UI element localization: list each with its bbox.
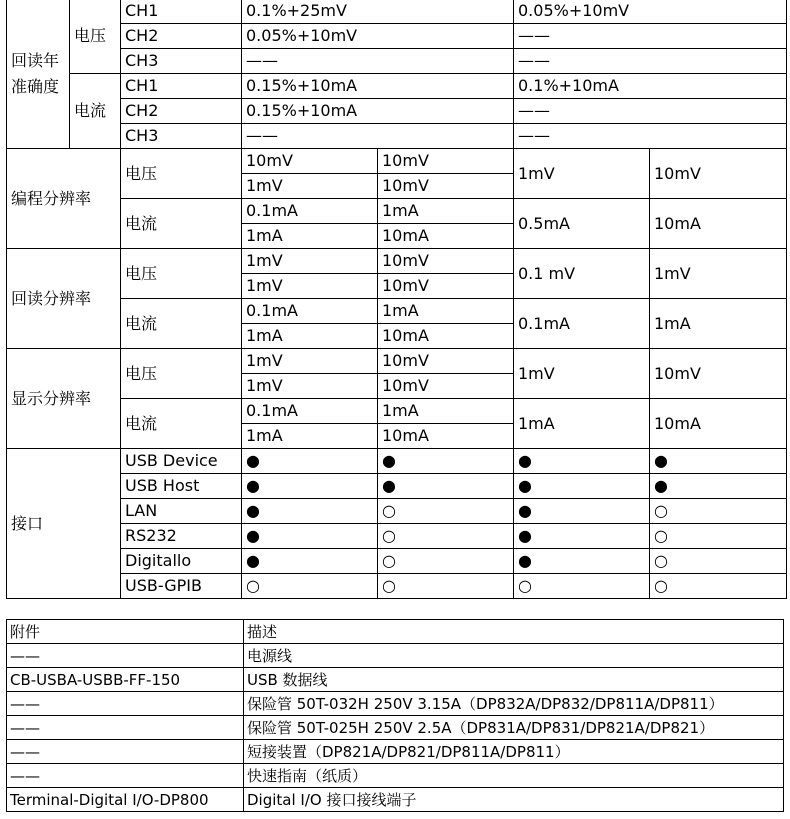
accessory-desc: USB 数据线 (244, 668, 784, 692)
support-mark: ○ (378, 524, 514, 549)
accessory-part: —— (7, 740, 244, 764)
channel-label: CH1 (121, 0, 242, 24)
spec-table (6, 0, 787, 599)
spec-value: 10mA (378, 424, 514, 449)
spec-value: 1mV (242, 349, 378, 374)
support-mark: ● (514, 449, 650, 474)
spec-value: 0.15%+10mA (242, 74, 514, 99)
spec-value: 10mA (378, 224, 514, 249)
spec-value: —— (514, 49, 787, 74)
spec-value: 0.1mA (514, 299, 650, 349)
voltage-label: 电压 (70, 0, 121, 74)
accessory-desc: Digital I/O 接口接线端子 (244, 788, 784, 812)
spec-value: 1mV (242, 274, 378, 299)
support-mark: ● (514, 524, 650, 549)
accessories-table (6, 619, 784, 812)
spec-value: 0.05%+10mV (514, 0, 787, 24)
accessory-desc: 快速指南（纸质） (244, 764, 784, 788)
spec-value: 0.05%+10mV (242, 24, 514, 49)
accessory-desc: 短接装置（DP821A/DP821/DP811A/DP811） (244, 740, 784, 764)
spec-value: 0.1%+10mA (514, 74, 787, 99)
support-mark: ● (378, 474, 514, 499)
accessory-part: Terminal-Digital I/O-DP800 (7, 788, 244, 812)
current-label: 电流 (70, 74, 121, 149)
support-mark: ○ (378, 499, 514, 524)
spec-value: 10mV (378, 249, 514, 274)
support-mark: ● (242, 474, 378, 499)
spec-value: 1mA (514, 399, 650, 449)
accessory-part: —— (7, 644, 244, 668)
spec-value: 1mV (514, 149, 650, 199)
spec-value: 1mV (242, 174, 378, 199)
accessory-part: CB-USBA-USBB-FF-150 (7, 668, 244, 692)
support-mark: ● (242, 499, 378, 524)
channel-label: CH1 (121, 74, 242, 99)
interface-label: 接口 (7, 449, 121, 599)
spec-value: 0.1mA (242, 399, 378, 424)
spec-value: 1mA (378, 299, 514, 324)
spec-value: 1mA (242, 324, 378, 349)
support-mark: ○ (650, 574, 787, 599)
interface-name: USB Device (121, 449, 242, 474)
interface-name: RS232 (121, 524, 242, 549)
spec-value: 10mV (378, 374, 514, 399)
spec-value: 10mA (378, 324, 514, 349)
support-mark: ○ (378, 574, 514, 599)
spec-value: 10mA (650, 199, 787, 249)
accessory-part: —— (7, 692, 244, 716)
voltage-label: 电压 (121, 249, 242, 299)
voltage-label: 电压 (121, 349, 242, 399)
support-mark: ○ (650, 524, 787, 549)
support-mark: ● (242, 524, 378, 549)
readback-accuracy-label: 回读年准确度 (7, 0, 70, 149)
spec-value: 1mV (242, 249, 378, 274)
spec-value: 10mV (650, 149, 787, 199)
support-mark: ● (514, 474, 650, 499)
support-mark: ○ (242, 574, 378, 599)
channel-label: CH3 (121, 124, 242, 149)
spec-value: 1mA (378, 199, 514, 224)
spec-value: 1mV (242, 374, 378, 399)
spec-value: 1mV (650, 249, 787, 299)
spec-value: 0.5mA (514, 199, 650, 249)
support-mark: ● (378, 449, 514, 474)
spec-value: 1mA (242, 424, 378, 449)
spec-value: 1mV (514, 349, 650, 399)
spec-value: 10mV (378, 274, 514, 299)
support-mark: ○ (650, 549, 787, 574)
support-mark: ○ (378, 549, 514, 574)
spec-value: 1mA (650, 299, 787, 349)
interface-name: USB-GPIB (121, 574, 242, 599)
spec-value: —— (514, 124, 787, 149)
channel-label: CH3 (121, 49, 242, 74)
spec-value: 10mV (378, 349, 514, 374)
accessory-desc: 保险管 50T-032H 250V 3.15A（DP832A/DP832/DP811A/DP811） (244, 692, 784, 716)
accessory-desc: 电源线 (244, 644, 784, 668)
spec-value: 1mA (378, 399, 514, 424)
readback-resolution-label: 回读分辨率 (7, 249, 121, 349)
spec-value: —— (242, 49, 514, 74)
interface-name: LAN (121, 499, 242, 524)
spec-value: 10mV (242, 149, 378, 174)
support-mark: ● (650, 474, 787, 499)
spec-value: 0.15%+10mA (242, 99, 514, 124)
spec-value: 0.1mA (242, 199, 378, 224)
channel-label: CH2 (121, 24, 242, 49)
spec-value: 10mV (378, 174, 514, 199)
display-resolution-label: 显示分辨率 (7, 349, 121, 449)
current-label: 电流 (121, 199, 242, 249)
spec-value: 10mV (378, 149, 514, 174)
spec-value: —— (242, 124, 514, 149)
support-mark: ● (514, 549, 650, 574)
spec-value: 10mV (650, 349, 787, 399)
interface-name: USB Host (121, 474, 242, 499)
channel-label: CH2 (121, 99, 242, 124)
accessory-desc: 保险管 50T-025H 250V 2.5A（DP831A/DP831/DP821A/DP821） (244, 716, 784, 740)
accessory-part: —— (7, 764, 244, 788)
support-mark: ● (650, 449, 787, 474)
accessories-header-desc: 描述 (244, 620, 784, 644)
accessory-part: —— (7, 716, 244, 740)
support-mark: ● (242, 449, 378, 474)
current-label: 电流 (121, 399, 242, 449)
support-mark: ○ (514, 574, 650, 599)
spec-value: —— (514, 24, 787, 49)
spec-value: —— (514, 99, 787, 124)
spec-value: 0.1 mV (514, 249, 650, 299)
support-mark: ○ (650, 499, 787, 524)
spec-value: 0.1%+25mV (242, 0, 514, 24)
accessories-header-part: 附件 (7, 620, 244, 644)
interface-name: Digitallo (121, 549, 242, 574)
programming-resolution-label: 编程分辨率 (7, 149, 121, 249)
spec-value: 1mA (242, 224, 378, 249)
spec-value: 10mA (650, 399, 787, 449)
voltage-label: 电压 (121, 149, 242, 199)
support-mark: ● (242, 549, 378, 574)
current-label: 电流 (121, 299, 242, 349)
spec-value: 0.1mA (242, 299, 378, 324)
support-mark: ● (514, 499, 650, 524)
